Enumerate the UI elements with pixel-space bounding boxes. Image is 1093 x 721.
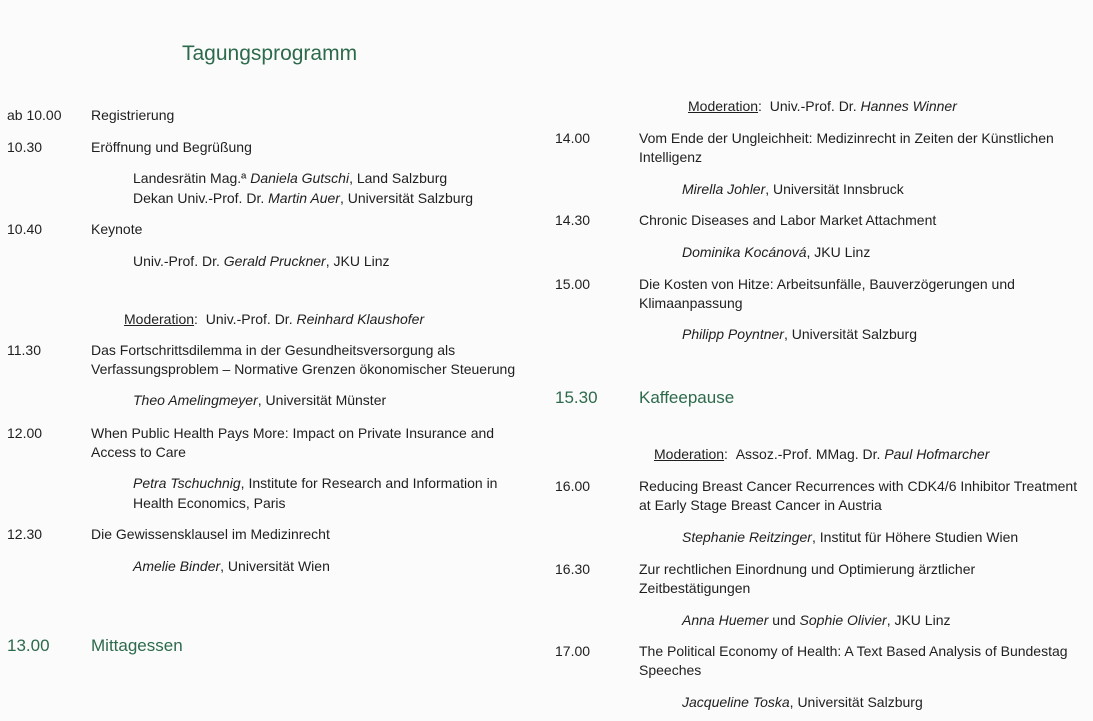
item-title-line1: Die Kosten von Hitze: Arbeitsunfälle, Bauverzögerungen und [639, 276, 1015, 292]
speaker-prefix: Dekan Univ.-Prof. Dr. [133, 190, 269, 206]
speaker-line [133, 557, 330, 576]
moderation-label: Moderation [688, 98, 759, 114]
speaker-line [133, 391, 386, 410]
item-title: Chronic Diseases and Labor Market Attachment [639, 212, 937, 228]
speaker-line [133, 474, 497, 493]
speaker-affiliation: , Universität Innsbruck [765, 181, 904, 197]
break-title: Kaffeepause [639, 388, 735, 407]
item-title: Die Gewissensklausel im Medizinrecht [91, 526, 330, 542]
moderation-line [654, 445, 989, 464]
speaker-affiliation: , Universität Münster [257, 392, 387, 408]
speaker-prefix: Landesrätin Mag.ª [133, 170, 251, 186]
speaker-affiliation: , Universität Wien [220, 558, 330, 574]
speaker-name: Jacqueline Toska [682, 694, 790, 710]
item-title-line1: Reducing Breast Cancer Recurrences with CDK4/6 Inhibitor Treatment [639, 478, 1078, 494]
speaker-line [133, 189, 473, 208]
moderator-name: Paul Hofmarcher [884, 446, 990, 462]
speaker-line [682, 528, 1018, 547]
item-title-line2: Klimaanpassung [639, 295, 743, 311]
moderator-prefix: Assoz.-Prof. MMag. Dr. [735, 446, 885, 462]
speaker-name: Stephanie Reitzinger [682, 529, 812, 545]
item-title-line1: When Public Health Pays More: Impact on Private Insurance and [91, 425, 495, 441]
speaker-affiliation: , Universität Salzburg [789, 694, 923, 710]
item-time: 14.30 [555, 212, 591, 228]
speaker-name: Martin Auer [268, 190, 340, 206]
moderator-prefix: Univ.-Prof. Dr. [205, 311, 297, 327]
speaker-affiliation: , Universität Salzburg [339, 190, 474, 206]
item-title-line2: Speeches [639, 662, 702, 678]
item-title-line1: Vom Ende der Ungleichheit: Medizinrecht in Zeiten der Künstlichen [639, 130, 1054, 146]
speaker-name: Gerald Pruckner [223, 253, 326, 269]
speaker-affiliation: , JKU Linz [806, 244, 871, 260]
moderation-line [688, 97, 957, 116]
item-title-line2: Verfassungsproblem – Normative Grenzen ökonomischer Steuerung [91, 361, 516, 377]
moderation-label: Moderation [654, 446, 725, 462]
item-title-line1: The Political Economy of Health: A Text Based Analysis of Bundestag [639, 643, 1068, 659]
item-title-line1: Das Fortschrittsdilemma in der Gesundheitsversorgung als [91, 342, 456, 358]
item-title-line2: Zeitbestätigungen [639, 580, 751, 596]
item-time: 10.40 [7, 221, 43, 237]
break-title: Mittagessen [91, 636, 183, 655]
moderation-colon: : [724, 446, 728, 462]
break-time: 15.30 [555, 388, 598, 407]
page-title: Tagungsprogramm [182, 42, 358, 65]
speaker-affiliation: , Land Salzburg [349, 170, 448, 186]
moderation-colon: : [758, 98, 762, 114]
speaker-name: Petra Tschuchnig [133, 475, 241, 491]
speaker-conjunction: und [768, 612, 800, 628]
speaker-name: Dominika Kocánová [682, 244, 807, 260]
speaker-affiliation: , JKU Linz [886, 612, 951, 628]
item-title-line1: Zur rechtlichen Einordnung und Optimierung ärztlicher [639, 561, 976, 577]
item-time: 15.00 [555, 276, 591, 292]
speaker-affiliation: , Universität Salzburg [783, 326, 918, 342]
speaker-name: Sophie Olivier [799, 612, 887, 628]
speaker-line [682, 611, 951, 630]
speaker-affiliation: , Institute for Research and Information in [240, 475, 498, 491]
speaker-name: Theo Amelingmeyer [133, 392, 258, 408]
item-title-line2: Intelligenz [639, 149, 703, 165]
speaker-name: Amelie Binder [133, 558, 221, 574]
item-time: 16.30 [555, 561, 591, 577]
item-time: ab 10.00 [7, 107, 62, 123]
moderation-label: Moderation [124, 311, 195, 327]
speaker-name: Philipp Poyntner [682, 326, 784, 342]
item-title: Registrierung [91, 107, 175, 123]
moderation-line [124, 310, 424, 329]
item-time: 14.00 [555, 130, 591, 146]
moderator-name: Reinhard Klaushofer [296, 311, 425, 327]
speaker-affiliation-line2: Health Economics, Paris [133, 495, 286, 511]
moderation-colon: : [194, 311, 198, 327]
speaker-line [682, 180, 904, 199]
item-time: 12.00 [7, 425, 43, 441]
item-time: 17.00 [555, 643, 591, 659]
item-time: 11.30 [7, 342, 41, 358]
item-time: 10.30 [7, 139, 43, 155]
speaker-affiliation: , JKU Linz [325, 253, 390, 269]
item-title-line2: at Early Stage Breast Cancer in Austria [639, 497, 882, 513]
item-time: 12.30 [7, 526, 43, 542]
item-title: Keynote [91, 221, 143, 237]
item-time: 16.00 [555, 478, 591, 494]
speaker-line [682, 693, 923, 712]
moderator-name: Hannes Winner [860, 98, 957, 114]
break-time: 13.00 [7, 636, 50, 655]
item-title-line2: Access to Care [91, 444, 186, 460]
speaker-name: Mirella Johler [682, 181, 766, 197]
speaker-line [133, 169, 447, 188]
speaker-affiliation: , Institut für Höhere Studien Wien [811, 529, 1019, 545]
speaker-name: Anna Huemer [682, 612, 769, 628]
item-title: Eröffnung und Begrüßung [91, 139, 252, 155]
speaker-name: Daniela Gutschi [250, 170, 350, 186]
speaker-line [133, 252, 390, 271]
speaker-line [682, 325, 917, 344]
moderator-prefix: Univ.-Prof. Dr. [769, 98, 861, 114]
speaker-line [682, 243, 870, 262]
speaker-prefix: Univ.-Prof. Dr. [133, 253, 224, 269]
